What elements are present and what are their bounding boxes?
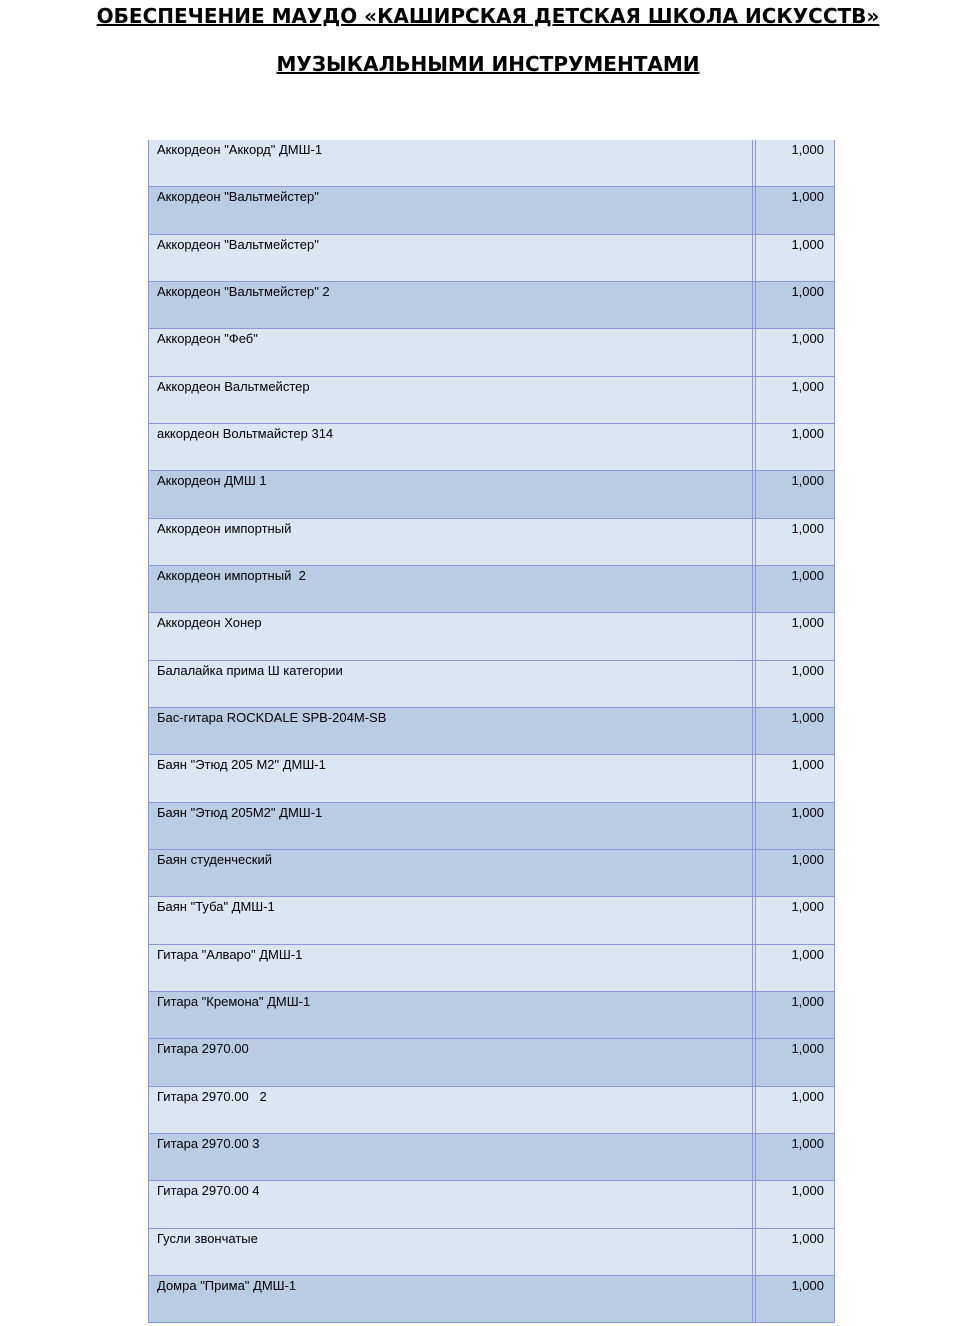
table-row [149, 1276, 834, 1323]
instrument-name-cell: Аккордеон "Феб" [149, 329, 753, 375]
instrument-name-cell: Баян студенческий [149, 850, 753, 896]
quantity-cell: 1,000 [791, 662, 824, 678]
table-row [149, 803, 834, 850]
quantity-cell: 1,000 [791, 946, 824, 962]
instrument-name-cell: Аккордеон ДМШ 1 [149, 471, 753, 517]
instrument-name-cell: Бас-гитара ROCKDALE SPB-204M-SB [149, 708, 753, 754]
quantity-cell: 1,000 [791, 851, 824, 867]
instrument-name-cell: Баян "Этюд 205 М2" ДМШ-1 [149, 755, 753, 801]
table-row [149, 329, 834, 376]
instrument-name-cell: Аккордеон "Вальтмейстер" [149, 235, 753, 281]
quantity-cell: 1,000 [791, 283, 824, 299]
table-row [149, 282, 834, 329]
quantity-cell: 1,000 [791, 1041, 824, 1057]
instrument-name-cell: Аккордеон "Вальтмейстер" 2 [149, 282, 753, 328]
table-row [149, 1181, 834, 1228]
quantity-cell: 1,000 [791, 1230, 824, 1246]
instrument-table [148, 140, 835, 1323]
table-row [149, 945, 834, 992]
quantity-cell: 1,000 [791, 1277, 824, 1293]
table-row [149, 187, 834, 234]
table-row [149, 471, 834, 518]
document-title: ОБЕСПЕЧЕНИЕ МАУДО «КАШИРСКАЯ ДЕТСКАЯ ШКОЛА ИСКУССТВ» [96, 4, 880, 28]
table-row [149, 519, 834, 566]
instrument-name-cell: Гитара "Кремона" ДМШ-1 [149, 992, 753, 1038]
instrument-name-cell: Аккордеон Хонер [149, 613, 753, 659]
table-row [149, 661, 834, 708]
instrument-name-cell: Гитара "Алваро" ДМШ-1 [149, 945, 753, 991]
quantity-cell: 1,000 [791, 1183, 824, 1199]
instrument-name-cell: Гусли звончатые [149, 1229, 753, 1275]
instrument-name-cell: Гитара 2970.00 2 [149, 1087, 753, 1133]
table-row [149, 613, 834, 660]
quantity-cell: 1,000 [791, 757, 824, 773]
table-row [149, 755, 834, 802]
table-row [149, 897, 834, 944]
quantity-cell: 1,000 [791, 189, 824, 205]
table-row [149, 1039, 834, 1086]
document-subtitle: МУЗЫКАЛЬНЫМИ ИНСТРУМЕНТАМИ [276, 52, 700, 76]
quantity-cell: 1,000 [791, 142, 824, 157]
table-row [149, 235, 834, 282]
instrument-name-cell: Домра "Прима" ДМШ-1 [149, 1276, 753, 1322]
quantity-cell: 1,000 [791, 804, 824, 820]
table-row [149, 1087, 834, 1134]
quantity-cell: 1,000 [791, 331, 824, 347]
table-row [149, 377, 834, 424]
quantity-cell: 1,000 [791, 1088, 824, 1104]
instrument-name-cell: Аккордеон Вальтмейстер [149, 377, 753, 423]
quantity-cell: 1,000 [791, 567, 824, 583]
table-row [149, 708, 834, 755]
table-row [149, 1229, 834, 1276]
instrument-name-cell: Гитара 2970.00 3 [149, 1134, 753, 1180]
quantity-cell: 1,000 [791, 993, 824, 1009]
quantity-cell: 1,000 [791, 1135, 824, 1151]
table-row [149, 1134, 834, 1181]
instrument-name-cell: Аккордеон импортный [149, 519, 753, 565]
instrument-name-cell: Баян "Туба" ДМШ-1 [149, 897, 753, 943]
instrument-name-cell: Аккордеон "Вальтмейстер" [149, 187, 753, 233]
instrument-name-cell: аккордеон Вольтмайстер 314 [149, 424, 753, 470]
quantity-cell: 1,000 [791, 378, 824, 394]
instrument-name-cell: Баян "Этюд 205М2" ДМШ-1 [149, 803, 753, 849]
instrument-name-cell: Гитара 2970.00 4 [149, 1181, 753, 1227]
quantity-cell: 1,000 [791, 520, 824, 536]
table-row [149, 140, 834, 187]
instrument-name-cell: Гитара 2970.00 [149, 1039, 753, 1085]
instrument-name-cell: Аккордеон импортный 2 [149, 566, 753, 612]
quantity-cell: 1,000 [791, 425, 824, 441]
table-row [149, 424, 834, 471]
instrument-name-cell: Аккордеон "Аккорд" ДМШ-1 [149, 140, 753, 186]
instrument-name-cell: Балалайка прима Ш категории [149, 661, 753, 707]
quantity-cell: 1,000 [791, 709, 824, 725]
quantity-cell: 1,000 [791, 899, 824, 915]
table-row [149, 992, 834, 1039]
quantity-cell: 1,000 [791, 615, 824, 631]
quantity-cell: 1,000 [791, 473, 824, 489]
quantity-cell: 1,000 [791, 236, 824, 252]
table-row [149, 850, 834, 897]
table-row [149, 566, 834, 613]
